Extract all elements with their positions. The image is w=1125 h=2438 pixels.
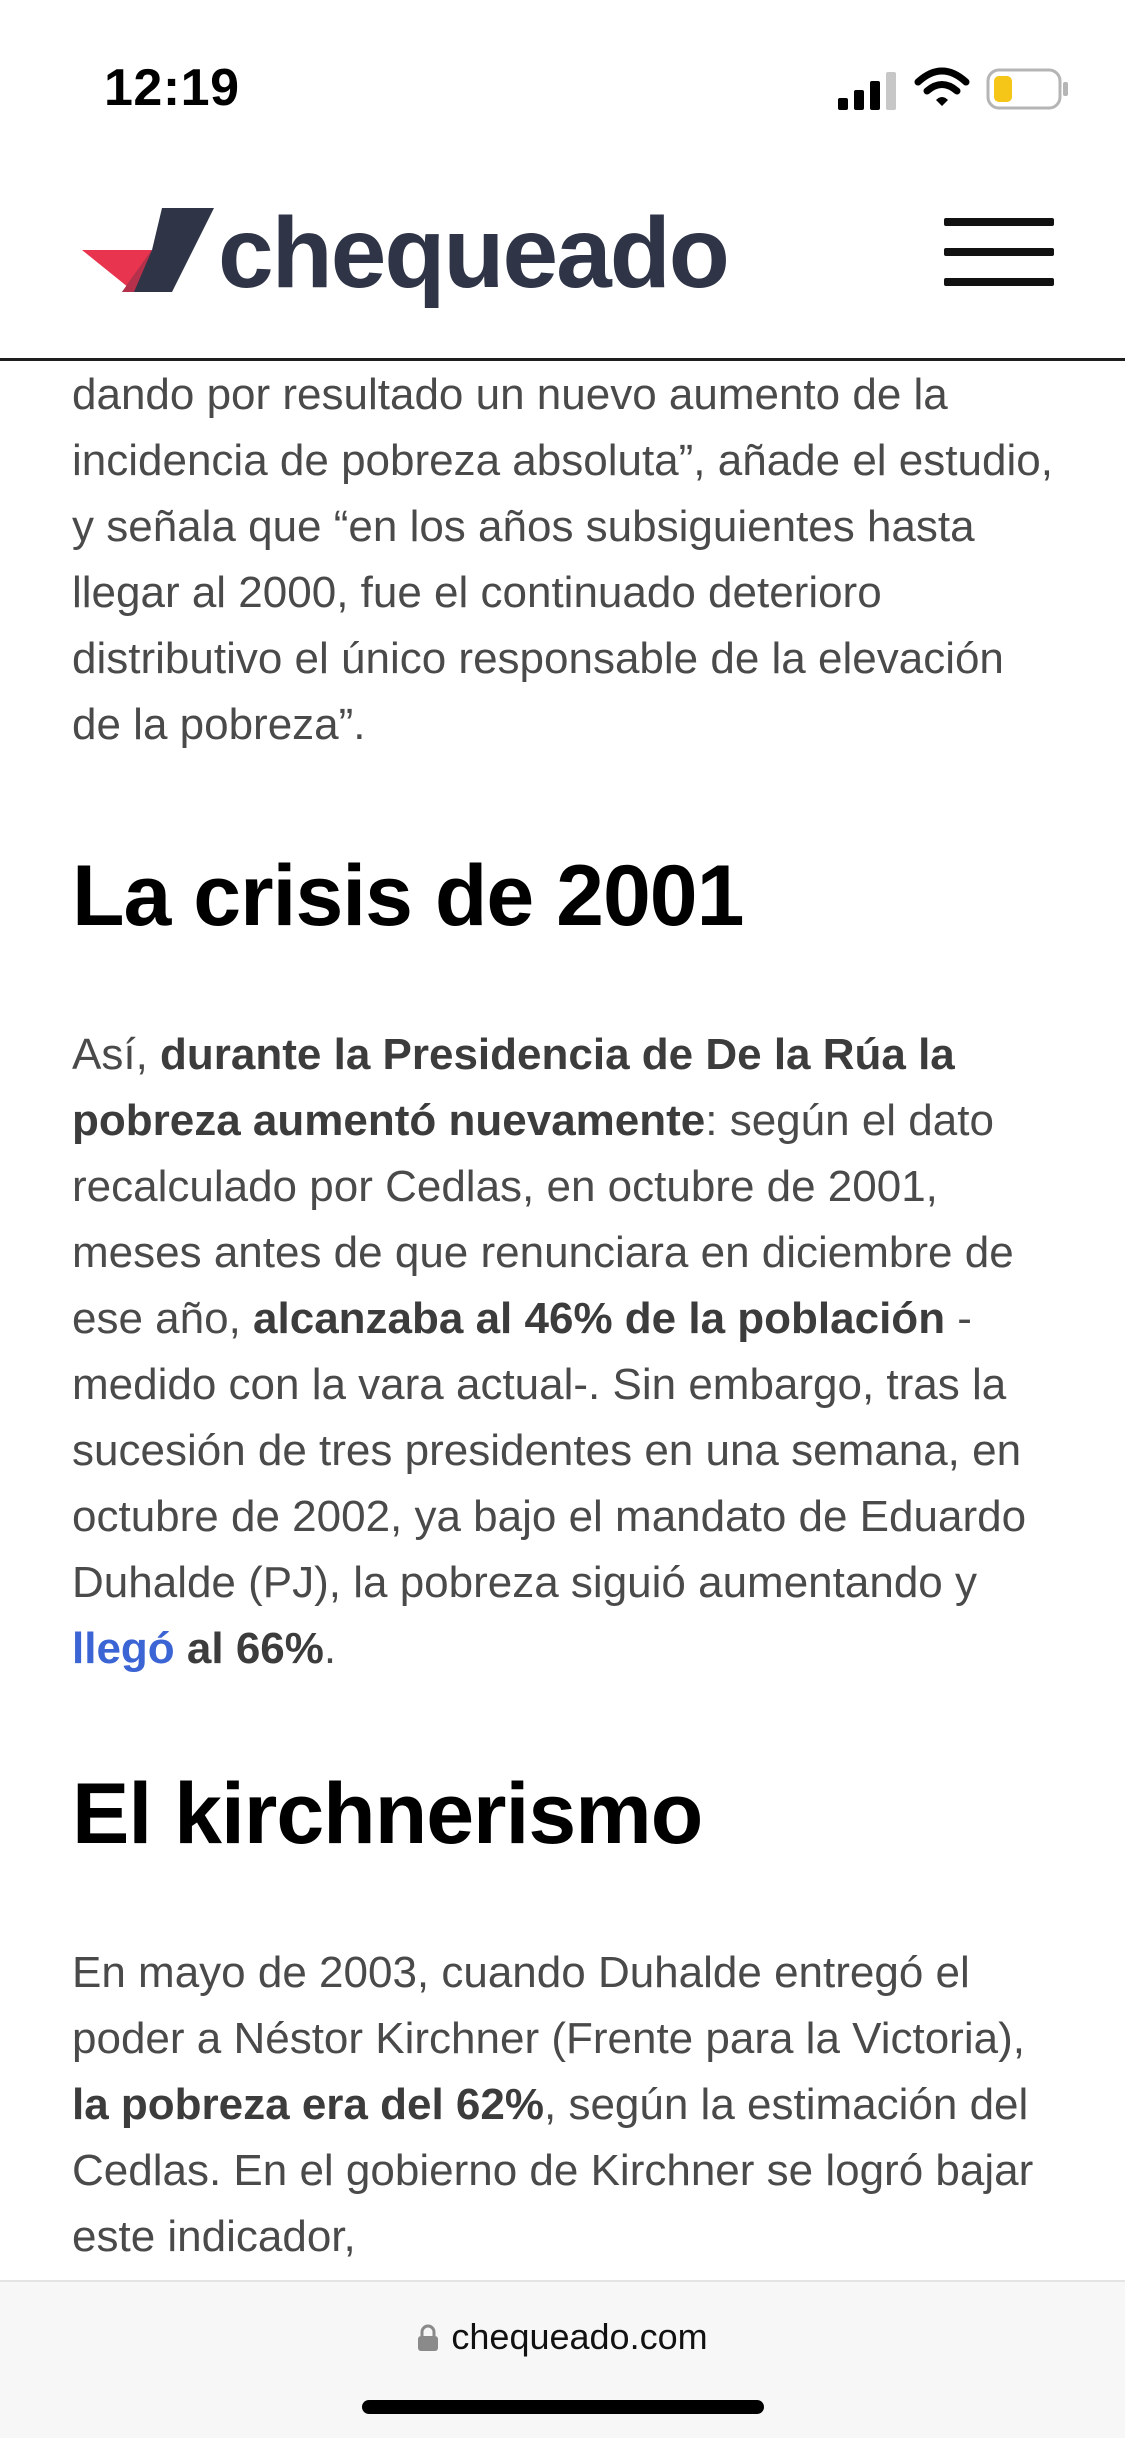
source-link[interactable]: llegó — [72, 1624, 175, 1673]
bold-text: la pobreza era del 62% — [72, 2080, 544, 2129]
site-header — [0, 170, 1125, 361]
bold-text: al 66% — [174, 1624, 324, 1673]
article-paragraph: Así, durante la Presidencia de De la Rúa la pobreza aumentó nuevamente: según el dato recalculado por Cedlas, en octubre de 2001, meses antes de que renunciara en diciembre de ese año, alcanzaba al 46% de la población -medido con la vara actual-. Sin embargo, tras la sucesión de tres presidentes en una semana, en octubre de 2002, ya bajo el mandato de Eduardo Duhalde (PJ), la pobreza siguió aumentando y llegó al 66%. — [72, 1030, 1027, 1673]
article-paragraph: dando por resultado un nuevo aumento de la incidencia de pobreza absoluta”, añade el estudio, y señala que “en los años subsiguientes hasta llegar al 2000, fue el continuado deterioro distributivo el único responsable de la elevación de la pobreza”. — [72, 370, 1053, 749]
chequeado-logo[interactable] — [82, 198, 728, 308]
article-body — [72, 358, 1062, 2278]
article-paragraph: En mayo de 2003, cuando Duhalde entregó el poder a Néstor Kirchner (Frente para la Victoria), la pobreza era del 62%, según la estimación del Cedlas. En el gobierno de Kirchner se logró bajar este indicador, — [72, 1948, 1034, 2261]
logo-text: chequeado — [218, 197, 728, 309]
browser-bottom-bar — [0, 2280, 1125, 2438]
address-bar[interactable] — [0, 2316, 1125, 2358]
section-heading: La crisis de 2001 — [72, 848, 744, 944]
hamburger-menu-icon[interactable] — [944, 218, 1054, 286]
section-heading: El kirchnerismo — [72, 1766, 703, 1862]
home-indicator[interactable] — [362, 2400, 764, 2414]
url-text: chequeado.com — [451, 2316, 708, 2357]
battery-low-icon — [986, 68, 1070, 110]
chequeado-logo-mark-icon — [82, 208, 214, 298]
lock-icon — [417, 2324, 439, 2352]
wifi-icon — [914, 66, 970, 110]
status-bar — [0, 0, 1125, 170]
status-time: 12:19 — [104, 59, 240, 117]
bold-text: durante la Presidencia de De la Rúa la pobreza aumentó nuevamente — [72, 1030, 955, 1145]
cellular-signal-icon — [838, 70, 900, 110]
bold-text: alcanzaba al 46% de la población — [253, 1294, 946, 1343]
